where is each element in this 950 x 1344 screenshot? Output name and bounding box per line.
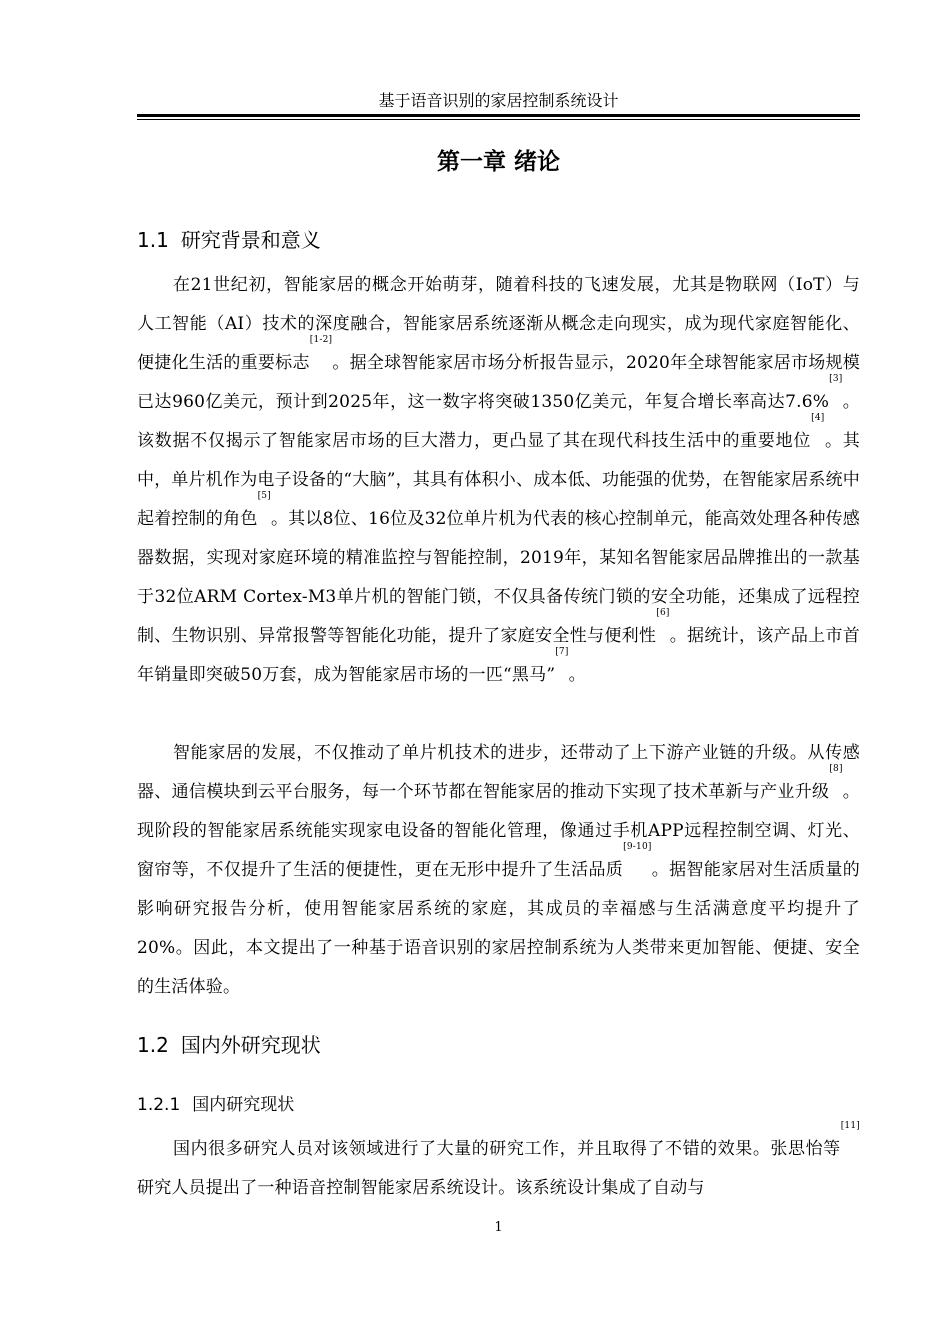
chapter-title: 第一章 绪论 (436, 149, 560, 175)
subsection-number: 1.2.1 (137, 1095, 181, 1115)
paragraph-text: 。其以8位、16位及32位单片机为代表的核心控制单元，能高效处理各种传感器数据，实现对家庭环境的精准监控与智能控制，2019年，某知名智能家居品牌推出的一款基于32位ARM Cortex-M3单片机的智能门锁，不仅具备传统门锁的安全功能，还集成了远程控制、生物识别、异常报警等智能化功能，提升了家庭安全性与便利性 (137, 509, 860, 646)
paragraph-background (137, 266, 860, 695)
section-number: 1.2 (137, 1033, 169, 1057)
citation-ref: [11] (840, 1121, 860, 1131)
section-heading-1-1 (137, 226, 321, 254)
subsection-heading-1-2-1 (137, 1093, 294, 1117)
header-rule-thin (137, 119, 860, 120)
citation-ref: [9-10] (623, 842, 652, 852)
section-title: 国内外研究现状 (180, 1033, 321, 1057)
citation-ref: [3] (829, 374, 843, 384)
citation-ref: [7] (555, 647, 569, 657)
paragraph-development (137, 734, 860, 1007)
citation-ref: [1-2] (309, 335, 333, 345)
paragraph-text: 。据统计，该产品上市首年销量即突破50万套，成为智能家居市场的一匹“黑马” (137, 626, 860, 685)
paragraph-text: 。 (568, 665, 586, 685)
citation-ref: [8] (829, 764, 843, 774)
paragraph-text: 在21世纪初，智能家居的概念开始萌芽，随着科技的飞速发展，尤其是物联网（IoT）与人工智能（AI）技术的深度融合，智能家居系统逐渐从概念走向现实，成为现代家庭智能化、便捷化生活的重要标志 (137, 275, 860, 373)
citation-ref: [5] (257, 491, 271, 501)
section-heading-1-2 (137, 1031, 321, 1059)
running-header: 基于语音识别的家居控制系统设计 (378, 91, 619, 110)
paragraph-domestic-research (137, 1121, 860, 1208)
paragraph-text: 国内很多研究人员对该领域进行了大量的研究工作，并且取得了不错的效果。张思怡等 (173, 1139, 841, 1159)
paragraph-text: 。据全球智能家居市场分析报告显示，2020年全球智能家居市场规模已达960亿美元，预计到2025年，这一数字将突破1350亿美元，年复合增长率高达7.6% (137, 353, 861, 412)
subsection-title: 国内研究现状 (192, 1095, 295, 1115)
section-number: 1.1 (137, 228, 169, 252)
paragraph-text: 研究人员提出了一种语音控制智能家居系统设计。该系统设计集成了自动与 (137, 1178, 705, 1198)
paragraph-text: 。现阶段的智能家居系统能实现家电设备的智能化管理，像通过手机APP远程控制空调、灯光、窗帘等，不仅提升了生活的便捷性，更在无形中提升了生活品质 (137, 782, 860, 880)
section-title: 研究背景和意义 (180, 228, 321, 252)
paragraph-text: 。该数据不仅揭示了智能家居市场的巨大潜力，更凸显了其在现代科技生活中的重要地位 (137, 392, 861, 451)
paragraph-text: 智能家居的发展，不仅推动了单片机技术的进步，还带动了上下游产业链的升级。从传感器、通信模块到云平台服务，每一个环节都在智能家居的推动下实现了技术革新与产业升级 (137, 743, 860, 802)
citation-ref: [6] (656, 608, 670, 618)
paragraph-text: 。其中，单片机作为电子设备的“大脑”，其具有体积小、成本低、功能强的优势，在智能家居系统中起着控制的角色 (137, 431, 860, 529)
paragraph-text: 。据智能家居对生活质量的影响研究报告分析，使用智能家居系统的家庭，其成员的幸福感与生活满意度平均提升了20%。因此，本文提出了一种基于语音识别的家居控制系统为人类带来更加智能、便捷、安全的生活体验。 (137, 860, 860, 997)
header-rule-thick (137, 114, 860, 117)
page-number: 1 (494, 1220, 503, 1235)
citation-ref: [4] (811, 413, 825, 423)
